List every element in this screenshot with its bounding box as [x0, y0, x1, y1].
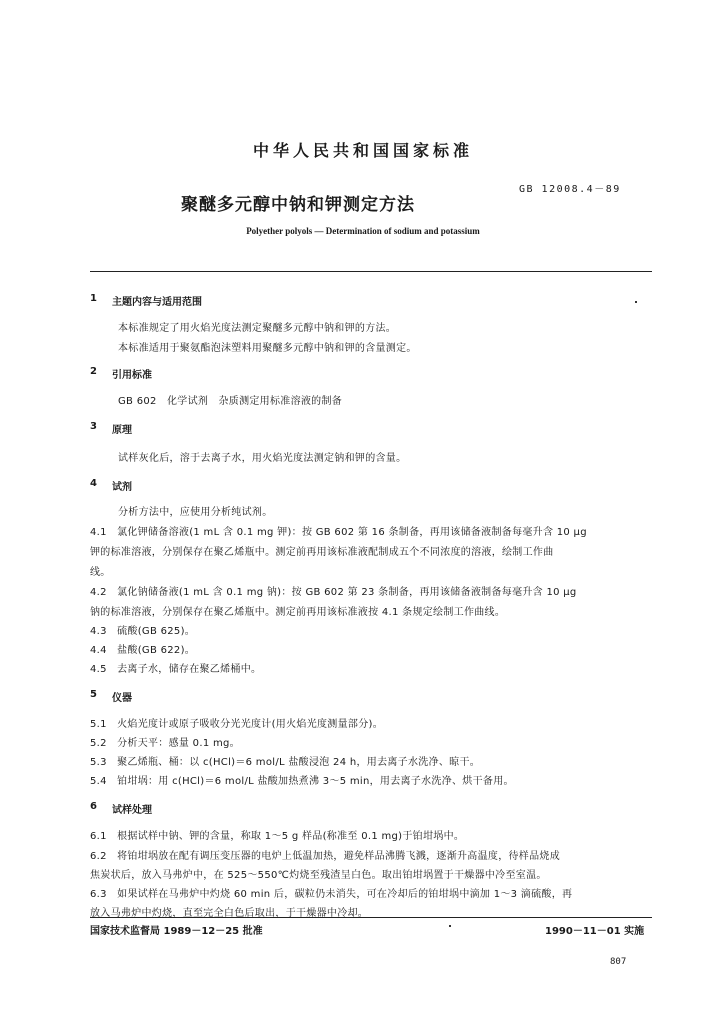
section-4-line: 4.4 盐酸(GB 622)。	[90, 645, 196, 656]
section-4-line: 4.3 硫酸(GB 625)。	[90, 626, 196, 637]
section-1-line: 本标准规定了用火焰光度法测定聚醚多元醇中钠和钾的方法。	[118, 323, 397, 334]
section-6-number: 6	[90, 801, 97, 812]
section-4-number: 4	[90, 478, 97, 489]
national-standard-heading: 中华人民共和国国家标准	[252, 141, 473, 160]
section-3-title: 原理	[112, 425, 132, 436]
section-5-number: 5	[90, 689, 97, 700]
section-1-number: 1	[90, 293, 97, 304]
page-number: 807	[610, 957, 627, 967]
header-divider	[90, 271, 652, 272]
section-4-line: 钠的标准溶液，分别保存在聚乙烯瓶中。测定前再用该标准液按 4.1 条规定绘制工作曲线。	[90, 607, 506, 618]
approval-date: 国家技术监督局 1989－12－25 批准	[90, 926, 263, 937]
section-6-line: 焦炭状后，放入马弗炉中，在 525～550℃灼烧至残渣呈白色。取出铂坩埚置于干燥器中冷至室温。	[90, 870, 547, 881]
section-5-title: 仪器	[112, 693, 132, 704]
section-5-line: 5.2 分析天平：感量 0.1 mg。	[90, 738, 240, 749]
section-2-title: 引用标准	[112, 370, 152, 381]
english-subtitle: Polyether polyols — Determination of sodium and potassium	[246, 226, 480, 236]
section-3-number: 3	[90, 421, 97, 432]
section-4-line: 钾的标准溶液，分别保存在聚乙烯瓶中。测定前再用该标准液配制成五个不同浓度的溶液，绘制工作曲	[90, 547, 554, 558]
section-6-line: 6.2 将铂坩埚放在配有调压变压器的电炉上低温加热，避免样品沸腾飞溅，逐渐升高温度，待样品烧成	[90, 851, 561, 862]
section-4-line: 4.1 氯化钾储备溶液(1 mL 含 0.1 mg 钾)：按 GB 602 第 16 条制备，再用该储备液制备每毫升含 10 μg	[90, 527, 587, 538]
section-2-number: 2	[90, 366, 97, 377]
section-4-line: 4.2 氯化钠储备液(1 mL 含 0.1 mg 钠)：按 GB 602 第 23 条制备，再用该储备液制备每毫升含 10 μg	[90, 587, 577, 598]
section-6-line: 6.3 如果试样在马弗炉中灼烧 60 min 后，碳粒仍未消失，可在冷却后的铂坩埚中滴加 1～3 滴硫酸，再	[90, 889, 573, 900]
section-5-line: 5.3 聚乙烯瓶、桶：以 c(HCl)＝6 mol/L 盐酸浸泡 24 h，用去离子水洗净、晾干。	[90, 757, 481, 768]
section-4-line: 线。	[90, 567, 111, 578]
section-6-title: 试样处理	[112, 805, 152, 816]
section-3-line: 试样灰化后，溶于去离子水，用火焰光度法测定钠和钾的含量。	[118, 453, 407, 464]
section-2-line: GB 602 化学试剂 杂质测定用标准溶液的制备	[118, 396, 343, 407]
section-1-title: 主题内容与适用范围	[112, 297, 202, 308]
footer-divider	[90, 917, 652, 918]
standard-number: GB 12008.4－89	[519, 184, 621, 195]
scan-speck	[635, 301, 637, 303]
section-4-title: 试剂	[112, 482, 132, 493]
section-4-intro: 分析方法中，应使用分析纯试剂。	[118, 507, 273, 518]
section-6-line: 6.1 根据试样中钠、钾的含量，称取 1～5 g 样品(称准至 0.1 mg)于铂坩埚中。	[90, 831, 465, 842]
section-5-line: 5.4 铂坩埚：用 c(HCl)＝6 mol/L 盐酸加热煮沸 3～5 min，用去离子水洗净、烘干备用。	[90, 776, 514, 787]
section-6-line: 放入马弗炉中灼烧，直至完全白色后取出，于干燥器中冷却。	[90, 908, 369, 919]
section-1-line: 本标准适用于聚氨酯泡沫塑料用聚醚多元醇中钠和钾的含量测定。	[118, 343, 417, 354]
section-5-line: 5.1 火焰光度计或原子吸收分光光度计(用火焰光度测量部分)。	[90, 719, 384, 730]
section-4-line: 4.5 去离子水，储存在聚乙烯桶中。	[90, 664, 262, 675]
document-title: 聚醚多元醇中钠和钾测定方法	[181, 195, 415, 215]
scan-speck	[449, 925, 451, 927]
implementation-date: 1990－11－01 实施	[545, 926, 645, 937]
